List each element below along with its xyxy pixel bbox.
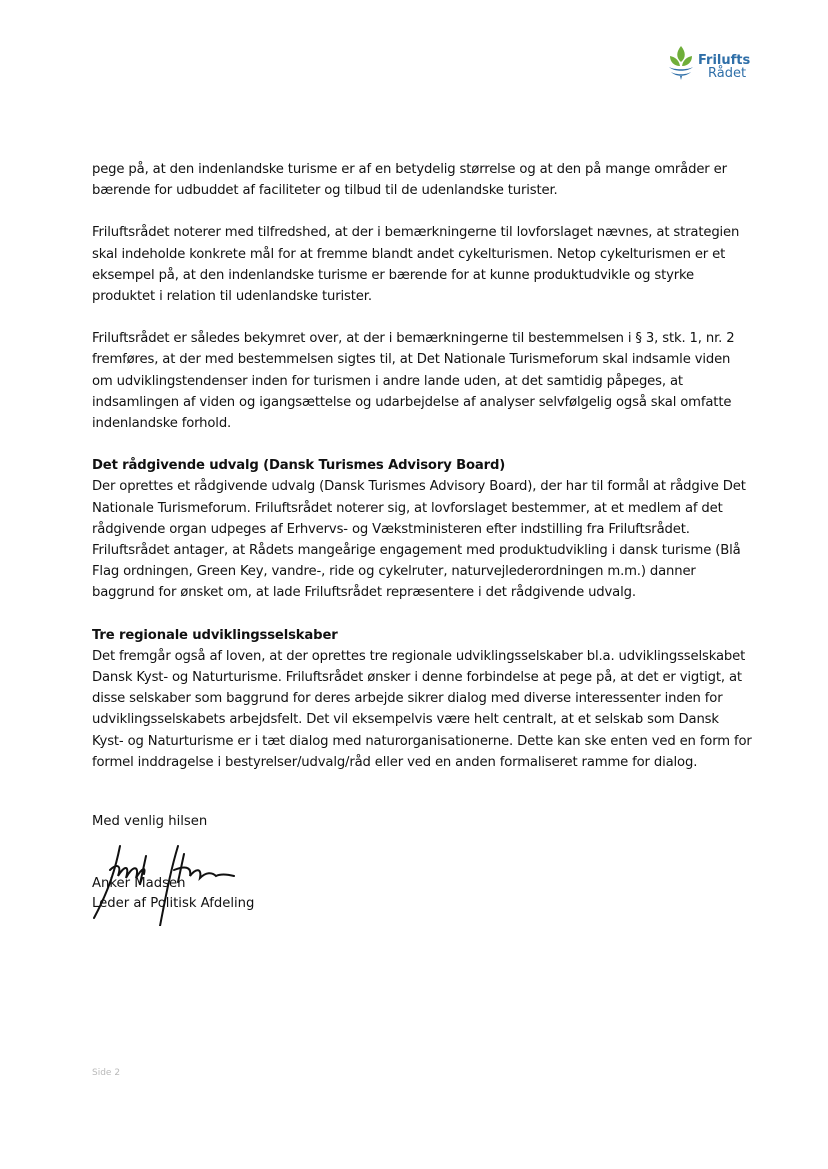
section-text: Det fremgår også af loven, at der oprettes tre regionale udviklingsselskaber bl.a. udviklingsselskabet Dansk Kyst- og Naturturisme. Friluftsrådet ønsker i denne forbindelse at pege på, at det er vigtigt, at disse selskaber som baggrund for deres arbejde sikrer dialog med diverse interessenter inden for udviklingsselskabets arbejdsfelt. Det vil eksempelvis være helt centralt, at et selskab som Dansk Kyst- og Naturturisme er i tæt dialog med naturorganisationerne. Dette kan ske enten ved en form for formel inddragelse i bestyrelser/udvalg/råd eller ved en anden formaliseret ramme for dialog. <box>92 648 752 770</box>
paragraph: Friluftsrådet noterer med tilfredshed, at der i bemærkningerne til lovforslaget nævnes, at strategien skal indeholde konkrete mål for at fremme blandt andet cykelturismen. Netop cykelturismen er et eksempel på, at den indenlandske turisme er bærende for at kunne produktudvikle og styrke produktet i relation til udenlandske turister. <box>92 225 740 305</box>
closing-greeting: Med venlig hilsen <box>92 814 208 829</box>
signer-title: Leder af Politisk Afdeling <box>92 896 255 911</box>
paragraph: Friluftsrådet er således bekymret over, at der i bemærkningerne til bestemmelsen i § 3, stk. 1, nr. 2 fremføres, at der med bestemmelsen sigtes til, at Det Nationale Turismeforum skal indsamle viden om udviklingstendenser inden for turismen i andre lande uden, at det samtidig påpeges, at indsamlingen af viden og igangsættelse og udarbejdelse af analyser selvfølgelig også skal omfatte indenlandske forhold. <box>92 331 735 432</box>
section-heading: Tre regionale udviklingsselskaber <box>92 627 338 643</box>
page-number: Side 2 <box>92 1068 121 1078</box>
logo-text-line2: Rådet <box>708 66 747 81</box>
letter-body <box>92 159 752 794</box>
signature-block <box>92 812 392 922</box>
logo-text-line1: Frilufts <box>698 53 751 68</box>
friluftsraadet-logo <box>666 44 766 90</box>
leaf-icon <box>666 44 696 84</box>
paragraph: pege på, at den indenlandske turisme er af en betydelig størrelse og at den på mange områder er bærende for udbuddet af faciliteter og tilbud til de udenlandske turister. <box>92 162 727 199</box>
section-heading: Det rådgivende udvalg (Dansk Turismes Advisory Board) <box>92 458 506 474</box>
signer-name: Anker Madsen <box>92 876 186 891</box>
section-text: Der oprettes et rådgivende udvalg (Dansk Turismes Advisory Board), der har til formål at rådgive Det Nationale Turismeforum. Friluftsrådet noterer sig, at lovforslaget bestemmer, at et medlem af det rådgivende organ udpeges af Erhvervs- og Vækstministeren efter indstilling fra Friluftsrådet. Friluftsrådet antager, at Rådets mangeårige engagement med produktudvikling i dansk turisme (Blå Flag ordningen, Green Key, vandre-, ride og cykelruter, naturvejlederordningen m.m.) danner baggrund for ønsket om, at lade Friluftsrådet repræsentere i det rådgivende udvalg. <box>92 479 746 601</box>
